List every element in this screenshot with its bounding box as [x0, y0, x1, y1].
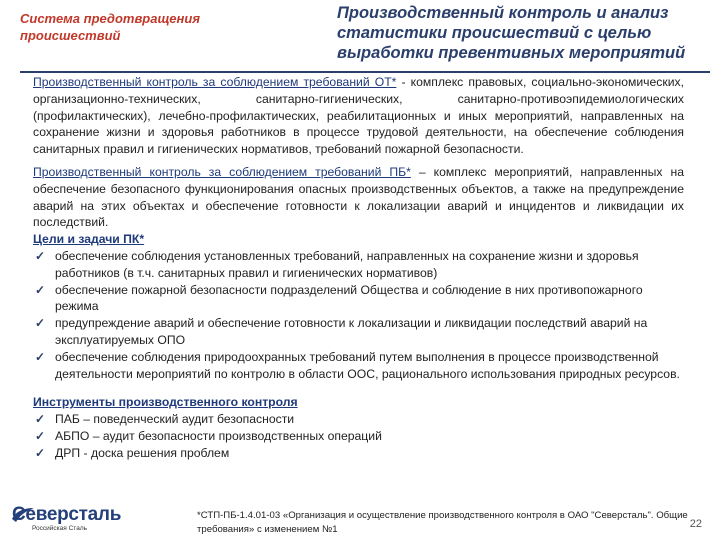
check-icon: ✓ [35, 316, 46, 331]
footnote: *СТП-ПБ-1.4.01-03 «Организация и осуществление производственного контроля в ОАО "Северсталь". Общие требования» с изменением №1 [197, 510, 688, 535]
check-icon: ✓ [35, 428, 46, 443]
section-title: Система предотвращения происшествий [20, 11, 200, 43]
list-item [33, 349, 684, 383]
page-number: 22 [689, 518, 702, 530]
check-icon: ✓ [35, 412, 46, 427]
tool-text: ПАБ – поведенческий аудит безопасности [55, 412, 295, 427]
definition-ot-term: Производственный контроль за соблюдением требований ОТ* [33, 75, 397, 89]
goal-text: предупреждение аварий и обеспечение готовности к локализации и ликвидации последствий аварий на эксплуатируемых ОПО [55, 316, 648, 347]
tools-list [33, 411, 684, 461]
tool-text: АБПО – аудит безопасности производственных операций [55, 428, 382, 443]
check-icon: ✓ [35, 282, 46, 297]
goal-text: обеспечение пожарной безопасности подразделений Общества и соблюдение в них противопожарного режима [55, 282, 643, 314]
slide-body [33, 74, 684, 462]
list-item [33, 445, 684, 462]
check-icon: ✓ [35, 445, 46, 460]
goal-text: обеспечение соблюдения установленных требований, направленных на сохранение жизни и здоровья работников (в т.ч. санитарных правил и гигиенических нормативов) [55, 248, 639, 280]
definition-pb [33, 164, 684, 231]
check-icon: ✓ [35, 349, 46, 364]
list-item [33, 248, 684, 282]
list-item [33, 315, 684, 349]
goals-list [33, 248, 684, 382]
slide-title: Производственный контроль и анализ статистики происшествий с целью выработки превентивных мероприятий [337, 4, 686, 62]
goal-text: обеспечение соблюдения природоохранных требований путем выполнения в процессе производственной деятельности мероприятий по контролю в области ООС, рационального использования природных ресурсов. [55, 349, 680, 381]
tool-text: ДРП - доска решения проблем [55, 445, 230, 460]
tools-section [33, 394, 684, 461]
definition-pb-text: – комплекс мероприятий, направленных на обеспечение безопасного функционирования опасных производственных объектов, а также на предупреждение аварий на этих объектах и обеспечение готовности к локализации аварий и инцидентов и ликвидации их последствий. [33, 164, 684, 230]
tools-title: Инструменты производственного контроля [33, 395, 298, 410]
definition-pb-term: Производственный контроль за соблюдением требований ПБ* [33, 164, 411, 179]
logo-tagline: Российская Сталь [32, 525, 87, 532]
list-item [33, 428, 684, 445]
definition-ot-text: - комплекс правовых, социально-экономических, организационно-технических, санитарно-гигиенических, санитарно-противоэпидемиологических (профилактических), лечебно-профилактических, реабилитационных и иных мероприятий, направленных на сохранение жизни и здоровья работников в процессе трудовой деятельности, на обеспечение соблюдения санитарных правил и гигиенических нормативов, требований пожарной безопасности. [33, 75, 685, 157]
logo-wordmark: Северсталь [12, 504, 122, 525]
header-divider [20, 71, 710, 73]
list-item [33, 411, 684, 428]
goals-title: Цели и задачи ПК* [33, 232, 145, 247]
severstal-logo [12, 505, 122, 537]
definition-ot [33, 74, 684, 158]
check-icon: ✓ [35, 248, 46, 263]
list-item [33, 282, 684, 316]
